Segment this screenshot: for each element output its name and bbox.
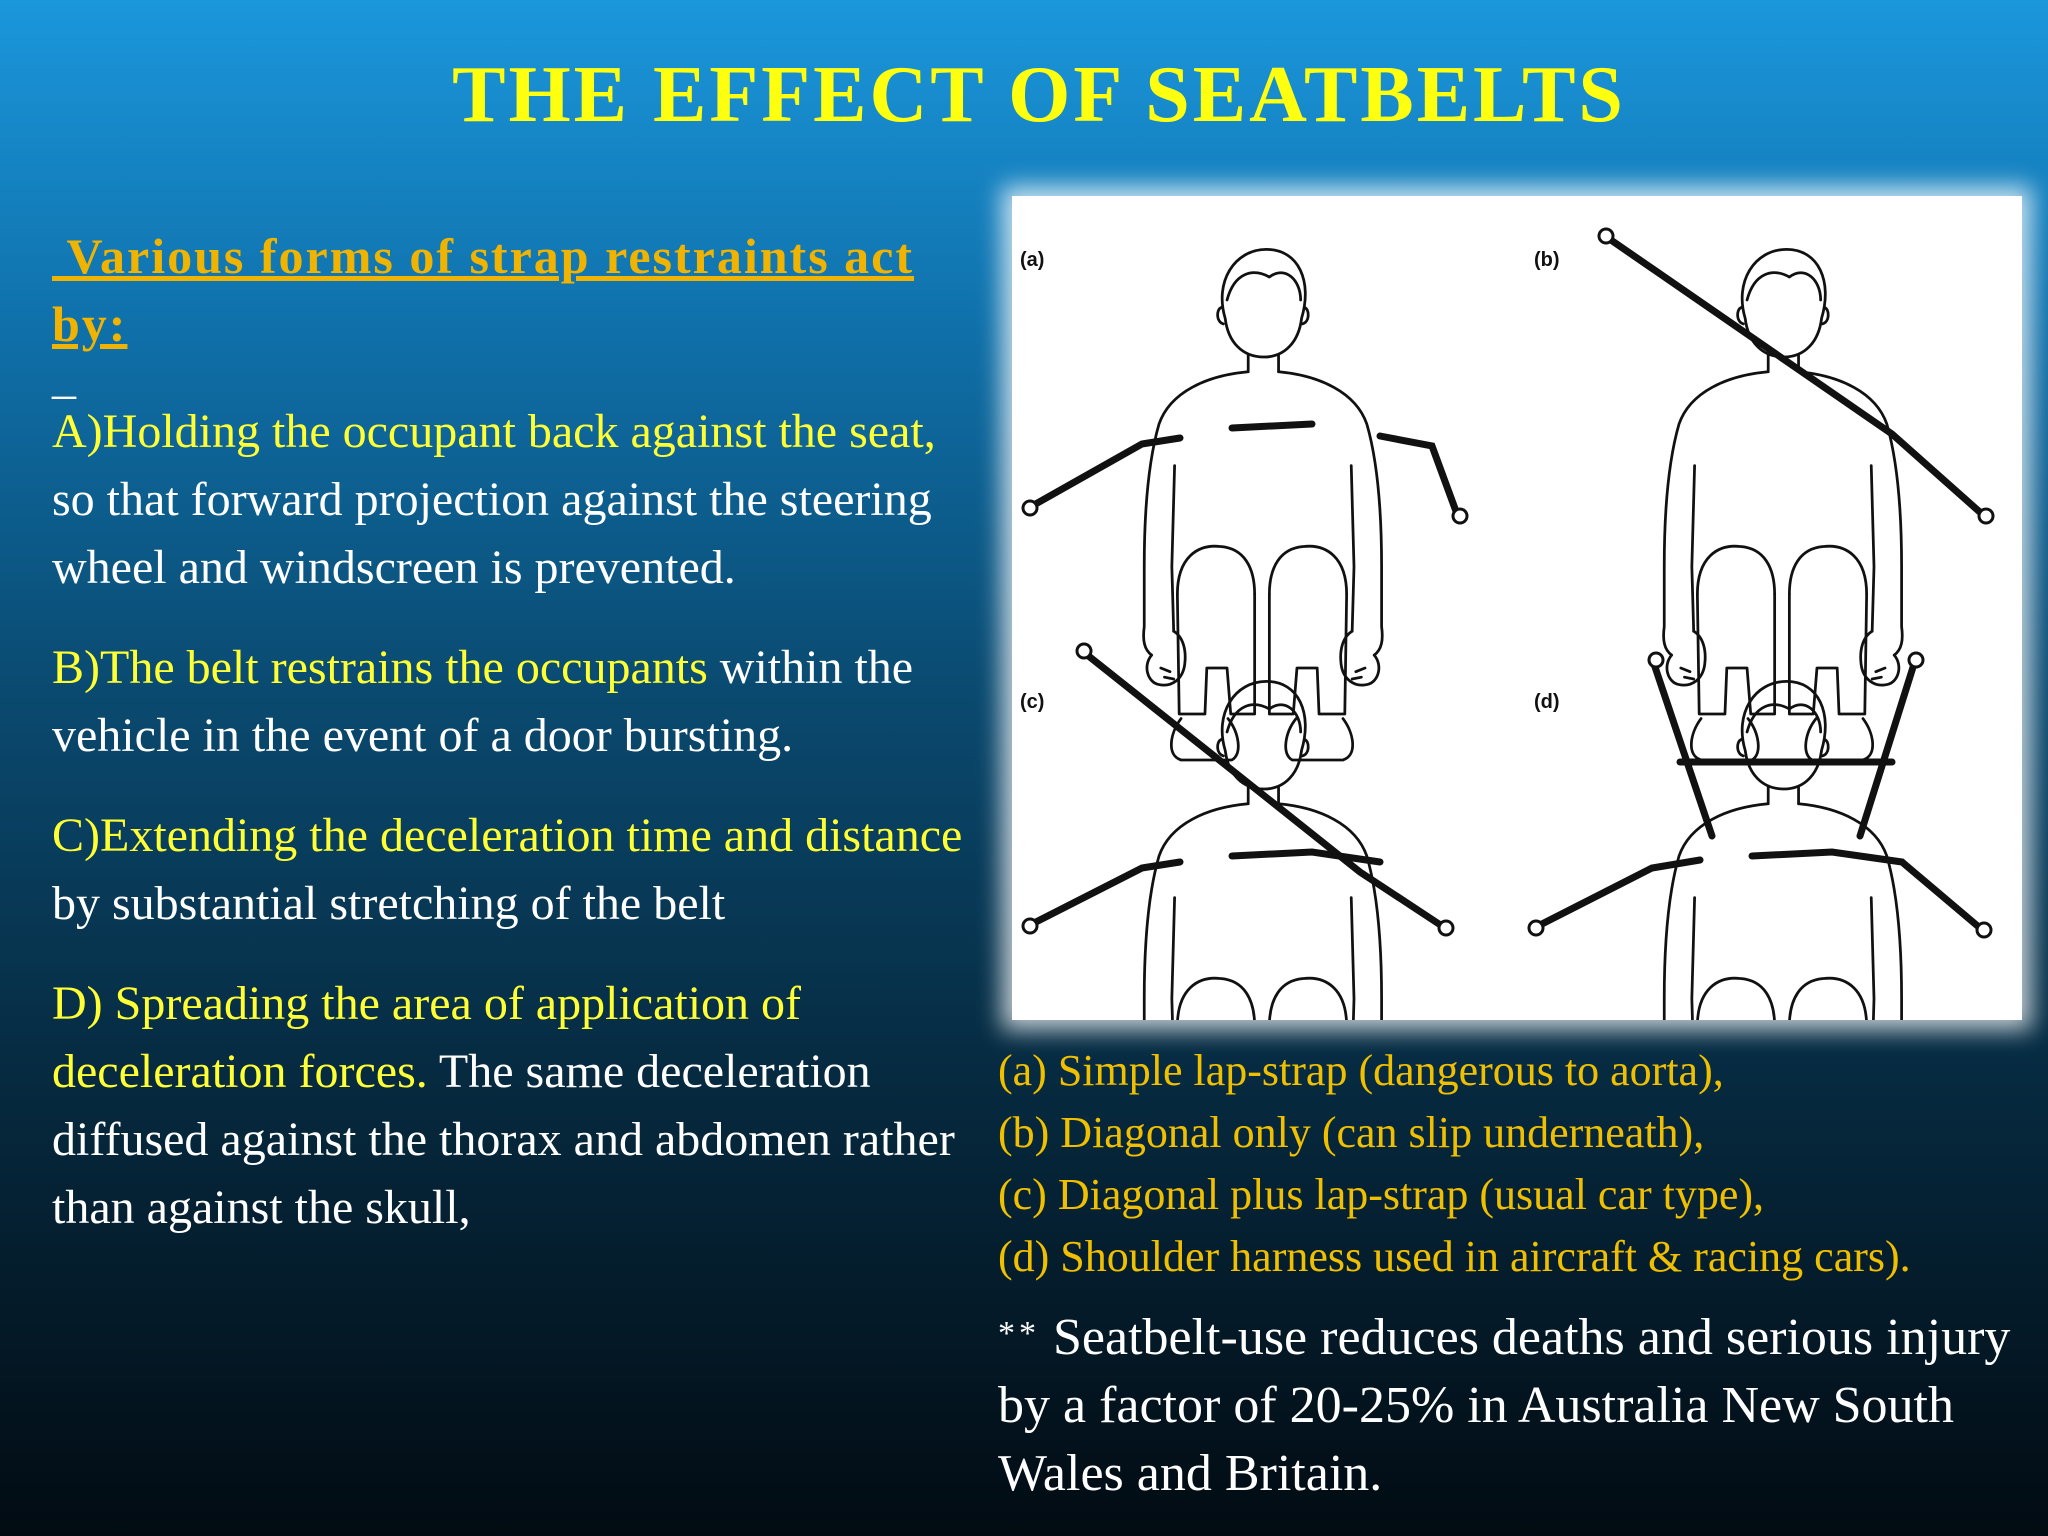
panel-b-label: (b) [1534, 249, 1560, 271]
point-b [52, 634, 982, 770]
caption-c: (c) Diagonal plus lap-strap (usual car type), [998, 1170, 1765, 1219]
restraint-mechanisms-list [52, 222, 982, 1242]
caption-b: (b) Diagonal only (can slip underneath), [998, 1108, 1705, 1157]
panel-c-label: (c) [1020, 691, 1045, 713]
point-a-highlight: A)Holding the occupant back against the seat, [52, 405, 936, 458]
point-d [52, 970, 982, 1242]
caption-a: (a) Simple lap-strap (dangerous to aorta), [998, 1046, 1724, 1095]
panel-d [1529, 653, 1991, 1020]
panel-a-label: (a) [1020, 249, 1045, 271]
panel-c [1020, 644, 1453, 1020]
panel-d-label: (d) [1534, 691, 1560, 713]
note-stars: ** [998, 1315, 1040, 1352]
panel-b [1534, 229, 1993, 760]
seatbelt-types-illustration [1012, 196, 2022, 1020]
point-b-highlight: B)The belt restrains the occupants [52, 641, 708, 694]
point-d-text: The same deceleration diffused against the thorax and abdomen rather than against the skull, [52, 1045, 955, 1234]
point-c-highlight: C)Extending the deceleration time and distance [52, 809, 963, 862]
point-b-text: within the vehicle in the event of a door bursting. [52, 641, 914, 762]
point-d-highlight: D) Spreading the area of application of deceleration forces. [52, 977, 802, 1098]
divider-dash: _ [52, 351, 76, 404]
caption-d: (d) Shoulder harness used in aircraft & racing cars). [998, 1232, 1911, 1281]
point-a [52, 398, 982, 602]
point-a-text: so that forward projection against the steering wheel and windscreen is prevented. [52, 473, 932, 594]
panel-a [1020, 249, 1467, 760]
intro-heading: Various forms of strap restraints act by: [52, 228, 915, 352]
point-c-text: by substantial stretching of the belt [52, 877, 726, 930]
seatbelt-statistic-note [998, 1300, 2038, 1508]
figure-captions [998, 1040, 2038, 1288]
slide-title: THE EFFECT OF SEATBELTS [452, 51, 1626, 139]
note-text: Seatbelt-use reduces deaths and serious injury by a factor of 20-25% in Australia New South Wales and Britain. [998, 1309, 2011, 1502]
seatbelt-figure-svg [1012, 196, 2022, 1020]
point-c [52, 802, 982, 938]
